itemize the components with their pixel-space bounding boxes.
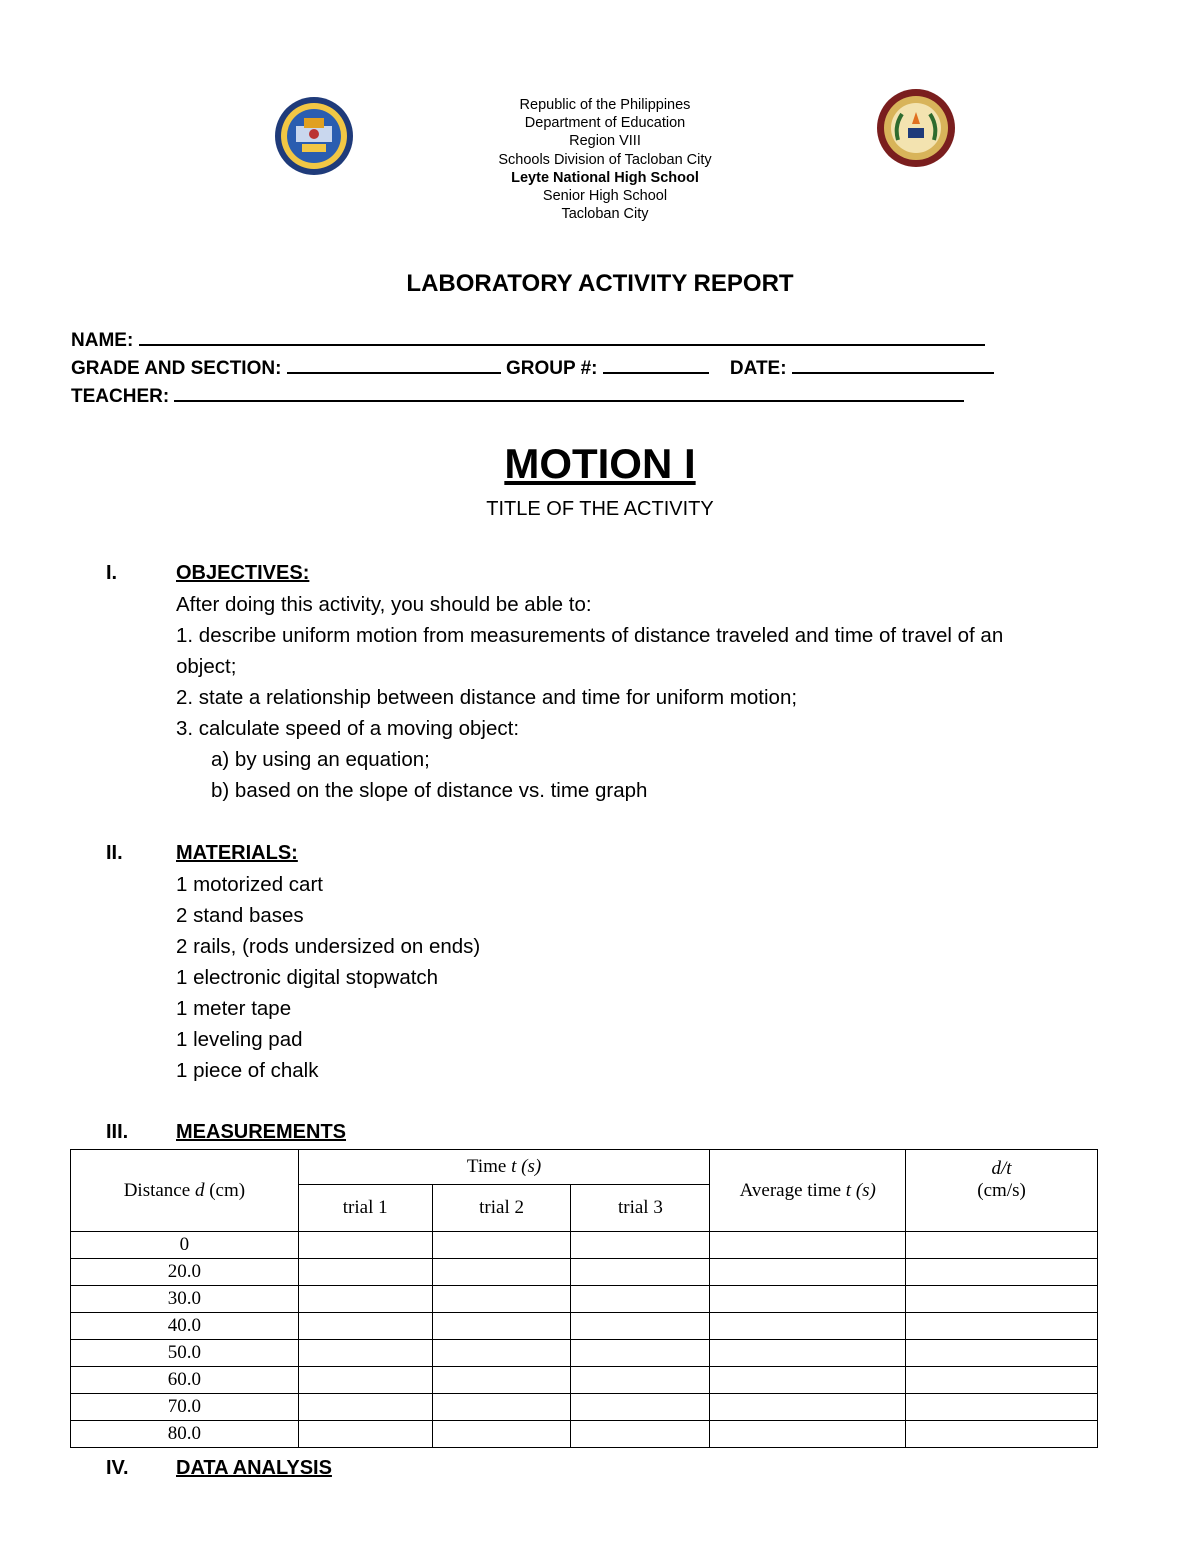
ratio-label: d/t (991, 1158, 1012, 1179)
blank-cell[interactable] (432, 1340, 571, 1367)
grade-label: GRADE AND SECTION: (71, 358, 282, 379)
blank-cell[interactable] (432, 1286, 571, 1313)
school-name: Leyte National High School (511, 169, 699, 186)
time-header (298, 1150, 710, 1185)
data-analysis-heading: DATA ANALYSIS (176, 1457, 332, 1479)
section-number: II. (106, 842, 123, 864)
blank-cell[interactable] (432, 1394, 571, 1421)
materials-heading: MATERIALS: (176, 842, 298, 864)
distance-label: Distance (123, 1179, 191, 1201)
blank-cell[interactable] (906, 1259, 1098, 1286)
leyte-national-high-school-seal-icon (876, 88, 956, 168)
table-row (71, 1394, 1098, 1421)
header-line: Region VIII (569, 133, 641, 150)
distance-cell: 20.0 (71, 1259, 299, 1286)
blank-cell[interactable] (298, 1259, 432, 1286)
material-item: 2 stand bases (176, 904, 304, 927)
header-line: Department of Education (524, 115, 686, 132)
material-item: 1 leveling pad (176, 1028, 303, 1051)
distance-cell: 80.0 (71, 1421, 299, 1448)
schools-division-seal-icon (274, 96, 354, 176)
group-blank[interactable] (603, 356, 709, 374)
section-number: III. (106, 1121, 129, 1143)
time-unit: (s) (521, 1156, 542, 1177)
blank-cell[interactable] (432, 1313, 571, 1340)
blank-cell[interactable] (710, 1259, 906, 1286)
blank-cell[interactable] (571, 1421, 710, 1448)
table-row (71, 1340, 1098, 1367)
trial-1-header: trial 1 (298, 1185, 432, 1232)
header-line: Republic of the Philippines (519, 97, 691, 113)
distance-unit: (cm) (209, 1179, 246, 1201)
blank-cell[interactable] (298, 1421, 432, 1448)
date-label: DATE: (729, 358, 787, 379)
distance-header (71, 1150, 299, 1232)
header-line: Senior High School (542, 188, 668, 205)
blank-cell[interactable] (571, 1313, 710, 1340)
blank-cell[interactable] (906, 1367, 1098, 1394)
objective-item: object; (176, 655, 237, 678)
distance-cell: 50.0 (71, 1340, 299, 1367)
objective-subitem: a) by using an equation; (211, 748, 430, 771)
section-number: I. (106, 562, 118, 584)
blank-cell[interactable] (571, 1340, 710, 1367)
time-label: Time (466, 1156, 507, 1177)
grade-blank[interactable] (287, 356, 501, 374)
avg-label: Average time (739, 1179, 842, 1201)
blank-cell[interactable] (298, 1340, 432, 1367)
blank-cell[interactable] (298, 1313, 432, 1340)
measurements-table (70, 1149, 1098, 1448)
trial-3-header: trial 3 (571, 1185, 710, 1232)
name-field-row (71, 328, 985, 352)
blank-cell[interactable] (571, 1367, 710, 1394)
activity-subtitle: TITLE OF THE ACTIVITY (486, 498, 714, 520)
blank-cell[interactable] (432, 1232, 571, 1259)
trial-2-header: trial 2 (432, 1185, 571, 1232)
blank-cell[interactable] (571, 1259, 710, 1286)
distance-var: d (194, 1179, 205, 1201)
blank-cell[interactable] (710, 1232, 906, 1259)
avg-unit: (s) (855, 1179, 876, 1201)
material-item: 1 meter tape (176, 997, 292, 1020)
name-blank[interactable] (139, 328, 985, 346)
distance-cell: 60.0 (71, 1367, 299, 1394)
teacher-label: TEACHER: (71, 386, 170, 407)
table-row (71, 1313, 1098, 1340)
header-block (440, 96, 770, 223)
blank-cell[interactable] (710, 1340, 906, 1367)
distance-cell: 40.0 (71, 1313, 299, 1340)
date-blank[interactable] (792, 356, 994, 374)
blank-cell[interactable] (906, 1286, 1098, 1313)
ratio-unit: (cm/s) (977, 1180, 1026, 1201)
table-row (71, 1232, 1098, 1259)
objective-item: 2. state a relationship between distance and time for uniform motion; (176, 686, 798, 709)
blank-cell[interactable] (710, 1394, 906, 1421)
group-label: GROUP #: (505, 358, 598, 379)
blank-cell[interactable] (432, 1421, 571, 1448)
table-row (71, 1286, 1098, 1313)
distance-cell: 30.0 (71, 1286, 299, 1313)
blank-cell[interactable] (710, 1313, 906, 1340)
blank-cell[interactable] (710, 1421, 906, 1448)
blank-cell[interactable] (298, 1232, 432, 1259)
blank-cell[interactable] (432, 1367, 571, 1394)
blank-cell[interactable] (432, 1259, 571, 1286)
objective-subitem: b) based on the slope of distance vs. time graph (211, 779, 648, 802)
distance-cell: 70.0 (71, 1394, 299, 1421)
blank-cell[interactable] (298, 1367, 432, 1394)
ratio-header (906, 1150, 1098, 1232)
blank-cell[interactable] (571, 1394, 710, 1421)
blank-cell[interactable] (906, 1340, 1098, 1367)
teacher-blank[interactable] (174, 384, 964, 402)
teacher-field-row (71, 384, 964, 408)
blank-cell[interactable] (906, 1394, 1098, 1421)
table-row (71, 1367, 1098, 1394)
material-item: 1 electronic digital stopwatch (176, 966, 439, 989)
blank-cell[interactable] (571, 1286, 710, 1313)
objectives-heading: OBJECTIVES: (176, 562, 310, 584)
blank-cell[interactable] (571, 1232, 710, 1259)
objective-item: 1. describe uniform motion from measurements of distance traveled and time of travel of an (176, 624, 1004, 647)
name-label: NAME: (71, 330, 134, 351)
table-row (71, 1421, 1098, 1448)
blank-cell[interactable] (298, 1286, 432, 1313)
report-title: LABORATORY ACTIVITY REPORT (406, 270, 794, 297)
section-number: IV. (106, 1457, 129, 1479)
grade-field-row (71, 356, 994, 380)
header-line: Tacloban City (561, 206, 649, 223)
header-line: Schools Division of Tacloban City (498, 151, 712, 168)
material-item: 2 rails, (rods undersized on ends) (176, 935, 481, 958)
objectives-intro: After doing this activity, you should be able to: (176, 593, 592, 616)
blank-cell[interactable] (906, 1313, 1098, 1340)
material-item: 1 piece of chalk (176, 1059, 319, 1082)
blank-cell[interactable] (710, 1367, 906, 1394)
average-time-header (710, 1150, 906, 1232)
blank-cell[interactable] (906, 1421, 1098, 1448)
measurements-heading: MEASUREMENTS (176, 1121, 347, 1143)
blank-cell[interactable] (298, 1394, 432, 1421)
distance-cell: 0 (71, 1232, 299, 1259)
blank-cell[interactable] (710, 1286, 906, 1313)
blank-cell[interactable] (906, 1232, 1098, 1259)
avg-var: t (845, 1179, 852, 1201)
time-var: t (511, 1156, 517, 1177)
main-title: MOTION I (504, 440, 696, 487)
table-row (71, 1259, 1098, 1286)
objective-item: 3. calculate speed of a moving object: (176, 717, 520, 740)
material-item: 1 motorized cart (176, 873, 323, 896)
